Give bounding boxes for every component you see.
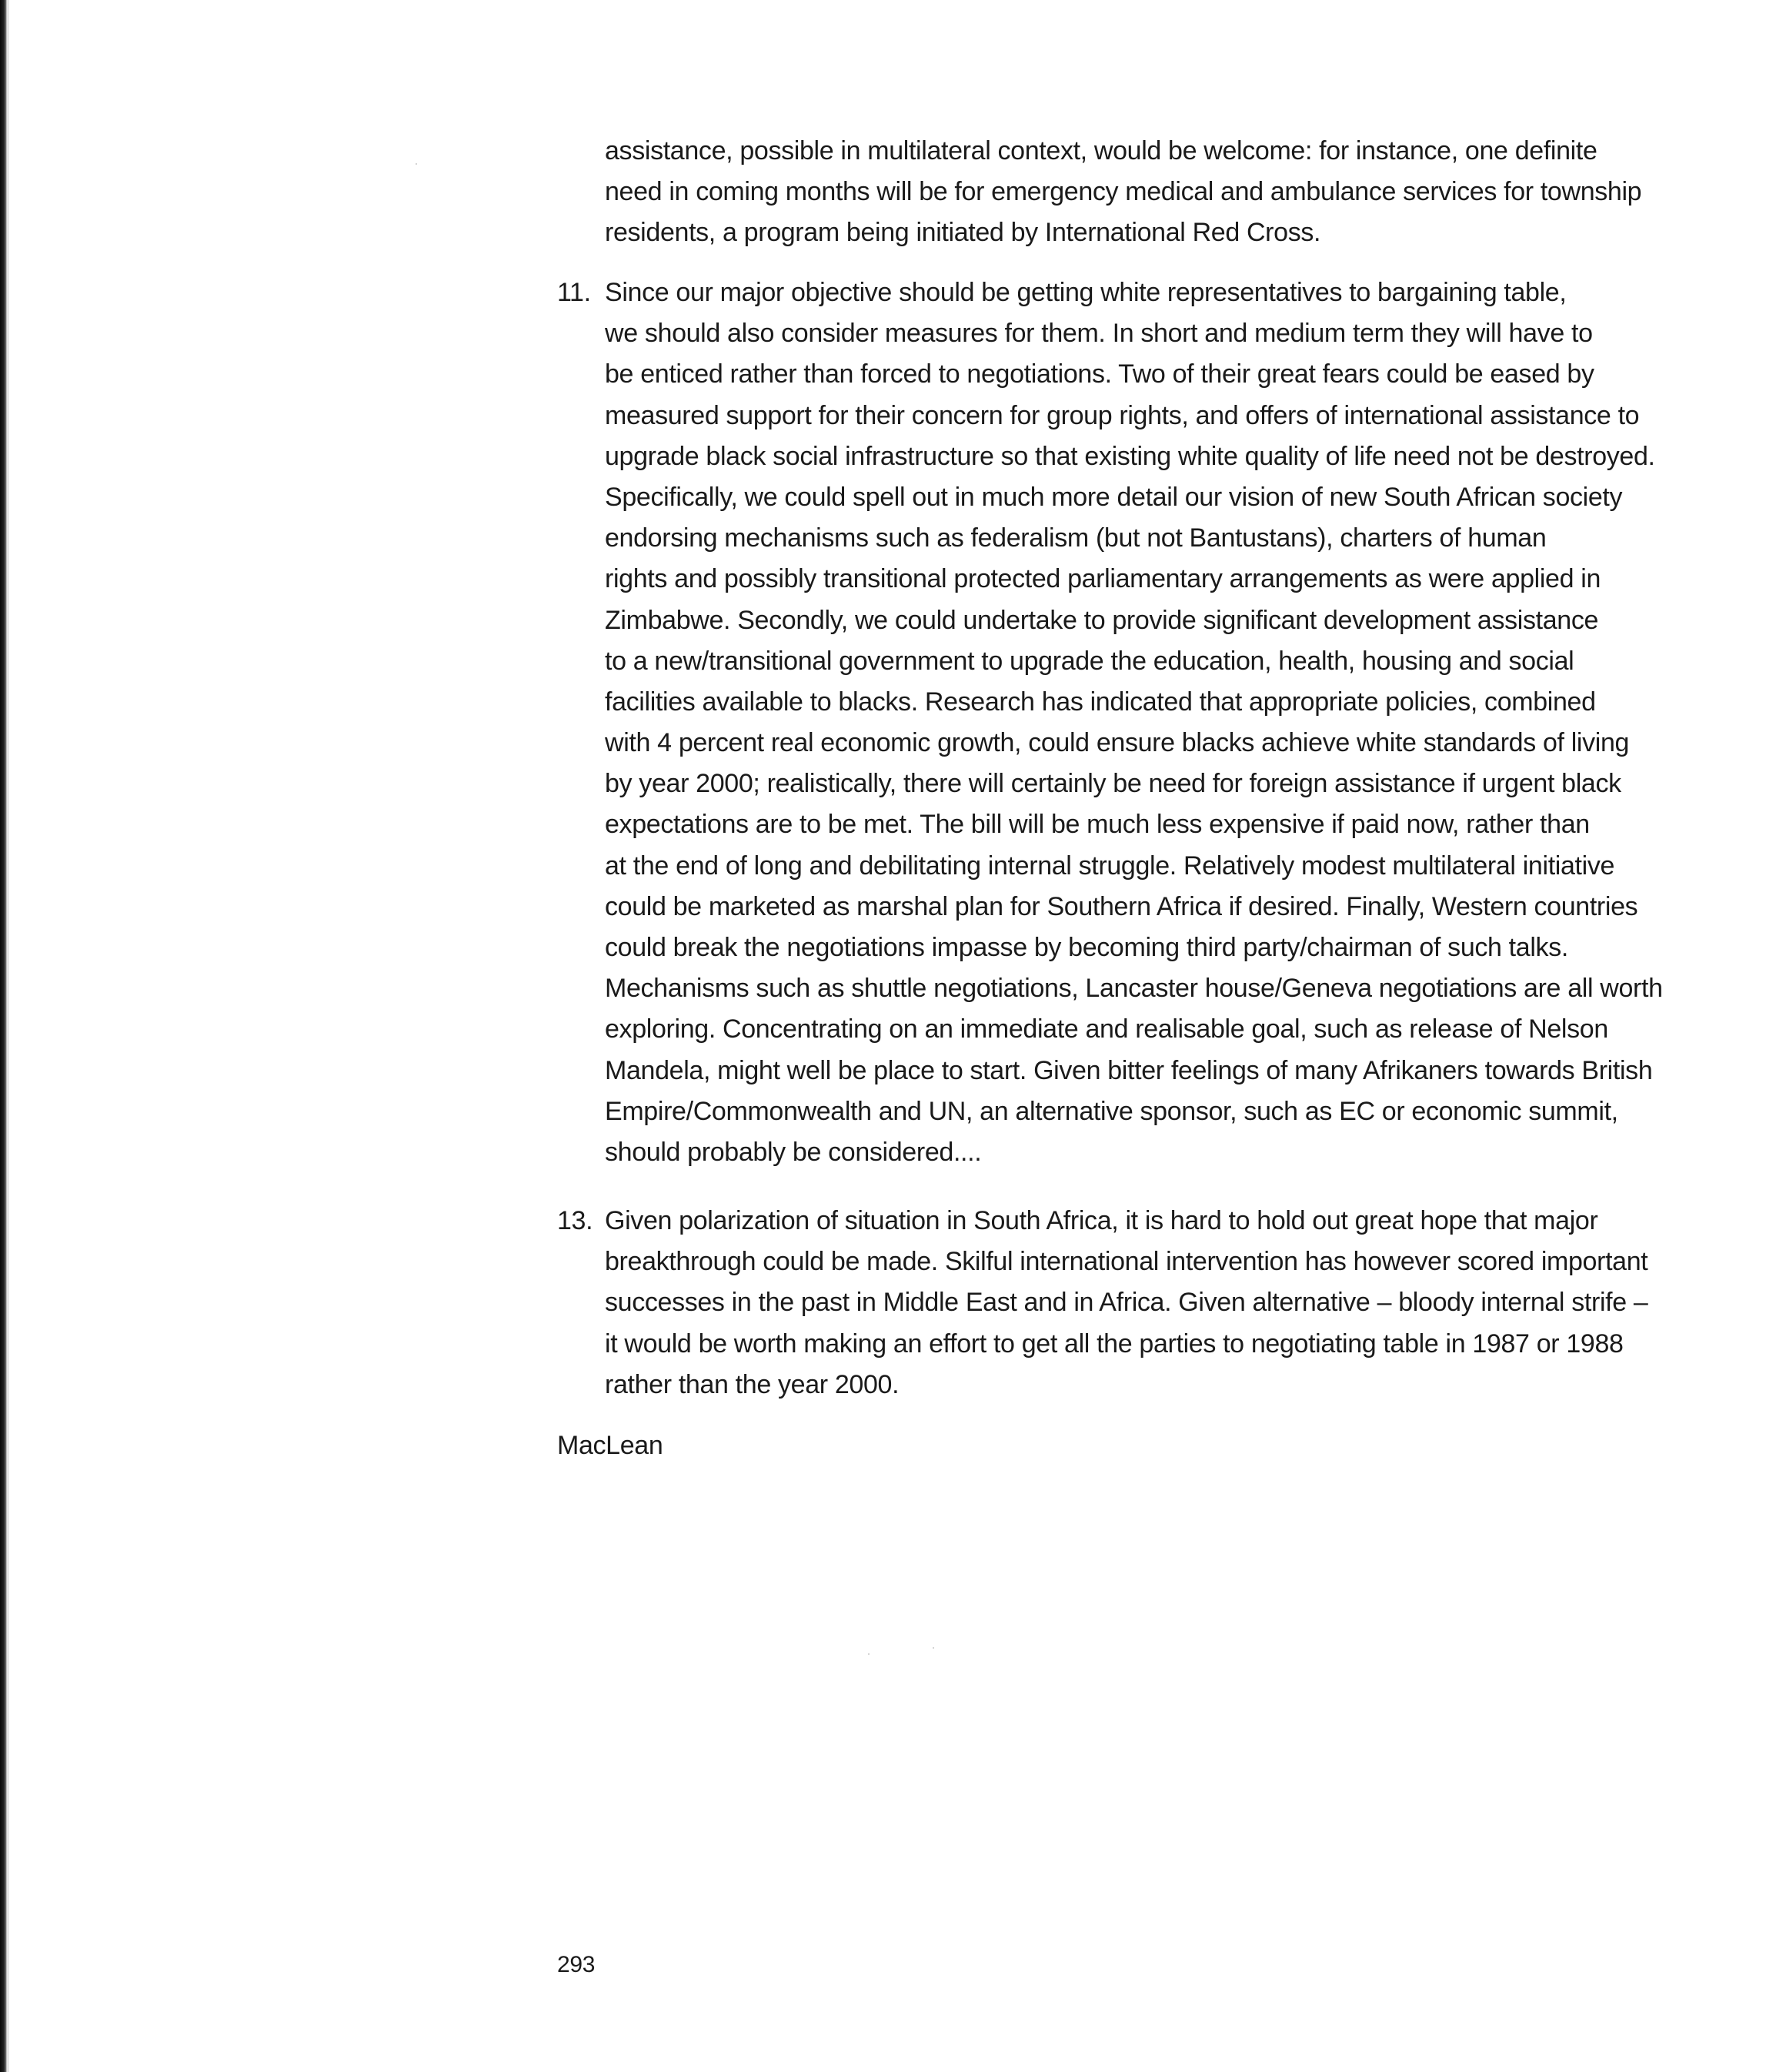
paragraph-line: rights and possibly transitional protected parliamentary arrangements as were applied in: [605, 564, 1601, 594]
paragraph-line: measured support for their concern for group rights, and offers of international assistance to: [605, 400, 1640, 430]
paragraph-line: could break the negotiations impasse by becoming third party/chairman of such talks.: [605, 933, 1568, 962]
paragraph-line: Mandela, might well be place to start. Given bitter feelings of many Afrikaners towards British: [605, 1055, 1653, 1085]
page-binding-shadow: [7, 0, 9, 2072]
paragraph-line: rather than the year 2000.: [605, 1369, 900, 1399]
signature: MacLean: [557, 1431, 663, 1460]
paragraph-number: 11.: [557, 278, 591, 307]
paragraph-body: [605, 1201, 1647, 1405]
paragraph-line: should probably be considered....: [605, 1137, 982, 1167]
paragraph-line: to a new/transitional government to upgrade the education, health, housing and social: [605, 646, 1574, 676]
paragraph-line: endorsing mechanisms such as federalism (but not Bantustans), charters of human: [605, 523, 1547, 553]
paragraph-line: we should also consider measures for them. In short and medium term they will have to: [605, 319, 1593, 349]
paragraph-line: Zimbabwe. Secondly, we could undertake to provide significant development assistance: [605, 605, 1599, 635]
paragraph-line: Since our major objective should be getting white representatives to bargaining table,: [605, 278, 1567, 307]
paragraph-number: 13.: [557, 1206, 593, 1235]
scan-speck: [933, 1647, 934, 1649]
paragraph-line: need in coming months will be for emergency medical and ambulance services for township: [605, 177, 1642, 207]
paragraph-line: by year 2000; realistically, there will certainly be need for foreign assistance if urgent black: [605, 769, 1621, 799]
paragraph-line: could be marketed as marshal plan for Southern Africa if desired. Finally, Western countries: [605, 891, 1638, 921]
paragraph-line: be enticed rather than forced to negotiations. Two of their great fears could be eased by: [605, 359, 1594, 389]
paragraph-line: facilities available to blacks. Research has indicated that appropriate policies, combined: [605, 687, 1596, 717]
paragraph-line: upgrade black social infrastructure so that existing white quality of life need not be destroyed.: [605, 441, 1655, 471]
paragraph-line: breakthrough could be made. Skilful international intervention has however scored important: [605, 1247, 1648, 1277]
paragraph-line: successes in the past in Middle East and in Africa. Given alternative – bloody internal strife –: [605, 1288, 1648, 1318]
paragraph-line: exploring. Concentrating on an immediate and realisable goal, such as release of Nelson: [605, 1014, 1608, 1044]
paragraph-body: [605, 272, 1663, 1173]
paragraph-line: residents, a program being initiated by International Red Cross.: [605, 218, 1321, 248]
paragraph-line: Given polarization of situation in South Africa, it is hard to hold out great hope that major: [605, 1206, 1598, 1235]
paragraph-line: Specifically, we could spell out in much more detail our vision of new South African society: [605, 482, 1623, 512]
paragraph-line: expectations are to be met. The bill will be much less expensive if paid now, rather than: [605, 810, 1590, 840]
paragraph-line: Mechanisms such as shuttle negotiations, Lancaster house/Geneva negotiations are all worth: [605, 974, 1663, 1004]
scan-speck: [416, 163, 417, 165]
scan-speck: [868, 1653, 870, 1655]
page-binding-edge: [0, 0, 7, 2072]
page-number: 293: [557, 1952, 596, 1977]
paragraph-line: Empire/Commonwealth and UN, an alternative sponsor, such as EC or economic summit,: [605, 1096, 1618, 1126]
continued-paragraph: [605, 131, 1641, 254]
paragraph-line: at the end of long and debilitating internal struggle. Relatively modest multilateral initiative: [605, 851, 1615, 881]
paragraph-line: assistance, possible in multilateral context, would be welcome: for instance, one definite: [605, 136, 1597, 165]
paragraph-line: it would be worth making an effort to get all the parties to negotiating table in 1987 or 1988: [605, 1328, 1624, 1358]
paragraph-line: with 4 percent real economic growth, could ensure blacks achieve white standards of living: [605, 728, 1630, 758]
